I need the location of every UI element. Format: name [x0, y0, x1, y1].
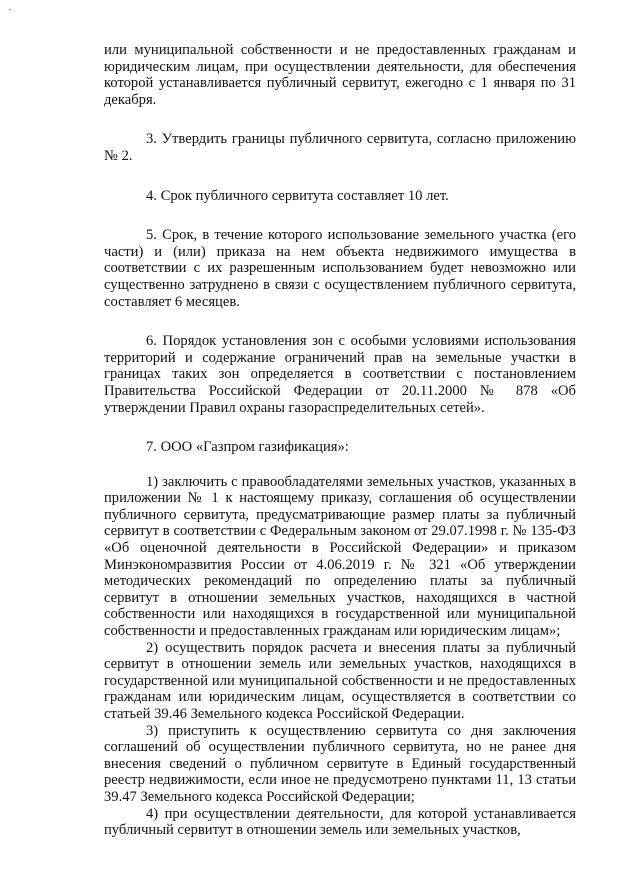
document-body	[104, 42, 576, 839]
scan-corner-mark: ·	[8, 4, 12, 16]
paragraph-item-5: 5. Срок, в течение которого использование земельного участка (его части) и (или) приказа на нем объекта недвижимого имущества в соответствии с их разрешенным использованием будет невозможно или существенно затруднено в связи с осуществлением публичного сервитута, составляет 6 месяцев.	[104, 227, 576, 310]
paragraph-item-4: 4. Срок публичного сервитута составляет 10 лет.	[146, 187, 449, 204]
paragraph-continuation: или муниципальной собственности и не предоставленных гражданам и юридическим лицам, при осуществлении деятельности, для обеспечения которой устанавливается публичный сервитут, ежегодно с 1 января по 31 декабря.	[104, 42, 576, 108]
subitem-4: 4) при осуществлении деятельности, для которой устанавливается публичный сервитут в отношении земель или земельных участков,	[104, 805, 576, 839]
subitem-2: 2) осуществить порядок расчета и внесения платы за публичный сервитут в отношении земель или земельных участков, находящихся в государственной или муниципальной собственности и не предоставленных гражданам или юридическим лицам, осуществляется в соответствии со статьей 39.46 Земельного кодекса Российской Федерации.	[104, 639, 576, 722]
paragraph-item-7: 7. ООО «Газпром газификация»:	[146, 439, 349, 456]
paragraph-item-3: 3. Утвердить границы публичного сервитута, согласно приложению № 2.	[104, 131, 576, 164]
subitem-3: 3) приступить к осуществлению сервитута со дня заключения соглашений об осуществлении публичного сервитута, но не ранее дня внесения сведений о публичном сервитуте в Единый государственный реестр недвижимости, если иное не предусмотрено пунктами 11, 13 статьи 39.47 Земельного кодекса Российской Федерации;	[104, 722, 576, 805]
subitem-1: 1) заключить с правообладателями земельных участков, указанных в приложении № 1 к настоящему приказу, соглашения об осуществлении публичного сервитута, предусматривающие размер платы за публичный сервитут в соответствии с Федеральным законом от 29.07.1998 г. № 135-ФЗ «Об оценочной деятельности в Российской Федерации» и приказом Минэкономразвития России от 4.06.2019 г. № 321 «Об утверждении методических рекомендаций по определению платы за публичный сервитут в отношении земельных участков, находящихся в частной собственности или находящихся в государственной или муниципальной собственности и предоставленных гражданам или юридическим лицам»;	[104, 473, 576, 640]
paragraph-item-6: 6. Порядок установления зон с особыми условиями использования территорий и содержание ограничений прав на земельные участки в границах таких зон определяется в соответствии с постановлением Правительства Российской Федерации от 20.11.2000 № 878 «Об утверждении Правил охраны газораспределительных сетей».	[104, 333, 576, 416]
